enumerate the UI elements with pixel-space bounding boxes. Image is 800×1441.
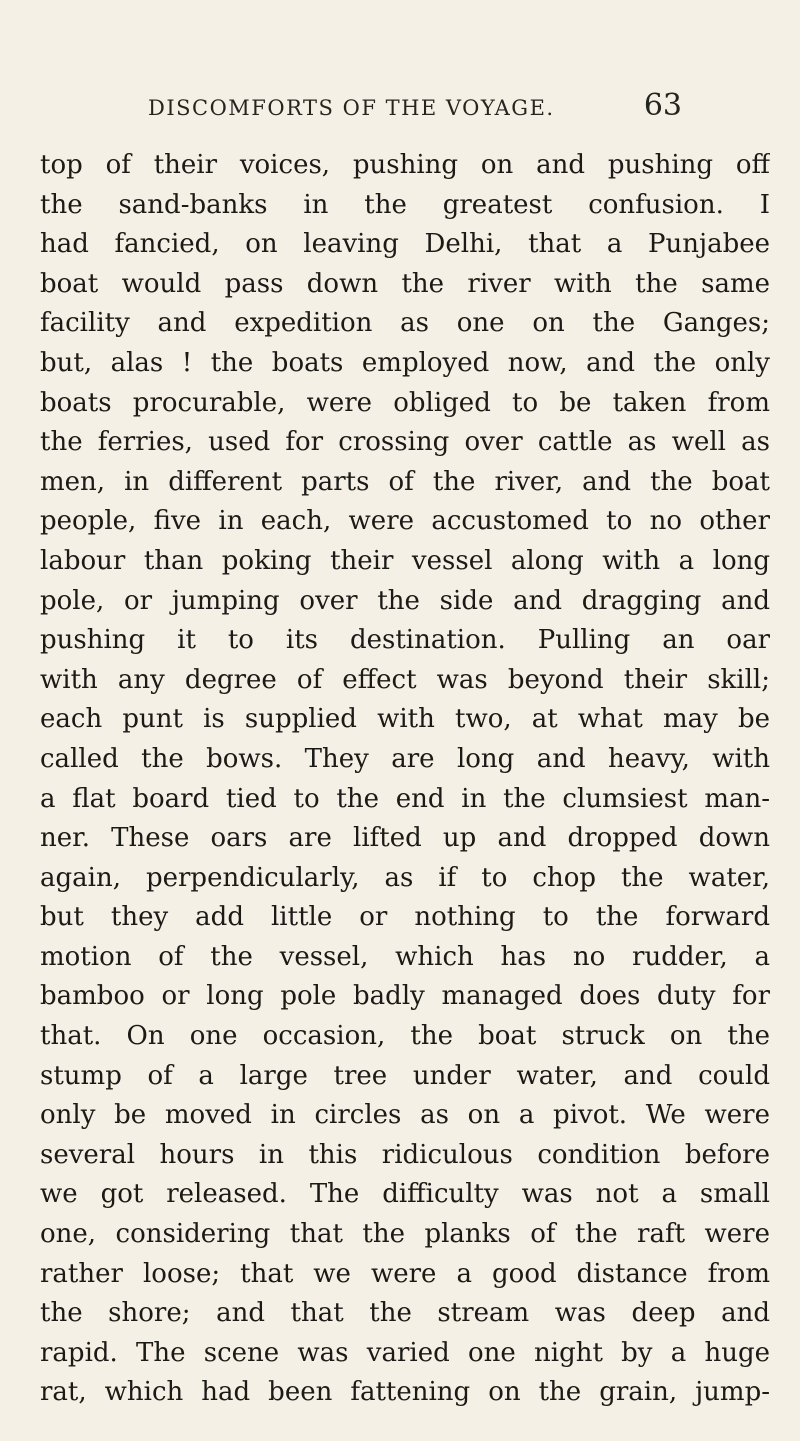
text-line: top of their voices, pushing on and pushing off	[40, 150, 770, 180]
text-line: bamboo or long pole badly managed does duty for	[40, 981, 770, 1012]
text-line: ner. These oars are lifted up and dropped down	[40, 823, 770, 854]
text-line: boat would pass down the river with the same	[40, 268, 770, 299]
body-text	[40, 146, 770, 1413]
text-line: men, in different parts of the river, and the boat	[40, 466, 770, 497]
text-line: with any degree of effect was beyond their skill;	[40, 664, 770, 695]
text-line: rat, which had been fattening on the grain, jump-	[40, 1377, 770, 1408]
text-line: we got released. The difficulty was not a small	[40, 1179, 770, 1210]
text-line: the ferries, used for crossing over cattle as well as	[40, 427, 770, 458]
text-line: only be moved in circles as on a pivot. We were	[40, 1100, 770, 1131]
text-line: boats procurable, were obliged to be taken from	[40, 387, 770, 418]
text-line: motion of the vessel, which has no rudder, a	[40, 941, 770, 972]
text-line: labour than poking their vessel along with a long	[40, 545, 770, 576]
text-line: people, five in each, were accustomed to no other	[40, 506, 770, 537]
text-line: stump of a large tree under water, and could	[40, 1060, 770, 1091]
text-line: the shore; and that the stream was deep and	[40, 1298, 770, 1329]
text-line: but, alas ! the boats employed now, and the only	[40, 347, 770, 378]
text-line: rapid. The scene was varied one night by a huge	[40, 1337, 770, 1368]
text-line: but they add little or nothing to the forward	[40, 902, 770, 933]
text-line: facility and expedition as one on the Ganges;	[40, 308, 770, 339]
text-line: a flat board tied to the end in the clumsiest man-	[40, 783, 770, 814]
text-line: pushing it to its destination. Pulling an oar	[40, 625, 770, 656]
text-line: the sand-banks in the greatest confusion. I	[40, 189, 770, 220]
page-number: 63	[643, 88, 682, 123]
text-line: that. On one occasion, the boat struck on the	[40, 1021, 770, 1052]
text-line: pole, or jumping over the side and dragging and	[40, 585, 770, 616]
text-line: rather loose; that we were a good distance from	[40, 1258, 770, 1289]
text-line: called the bows. They are long and heavy, with	[40, 743, 770, 774]
text-line: several hours in this ridiculous condition before	[40, 1139, 770, 1170]
text-line: one, considering that the planks of the raft were	[40, 1219, 770, 1250]
text-line: each punt is supplied with two, at what may be	[40, 704, 770, 735]
running-head: DISCOMFORTS OF THE VOYAGE.	[148, 96, 555, 120]
text-line: again, perpendicularly, as if to chop the water,	[40, 862, 770, 893]
text-line: had fancied, on leaving Delhi, that a Punjabee	[40, 229, 770, 260]
